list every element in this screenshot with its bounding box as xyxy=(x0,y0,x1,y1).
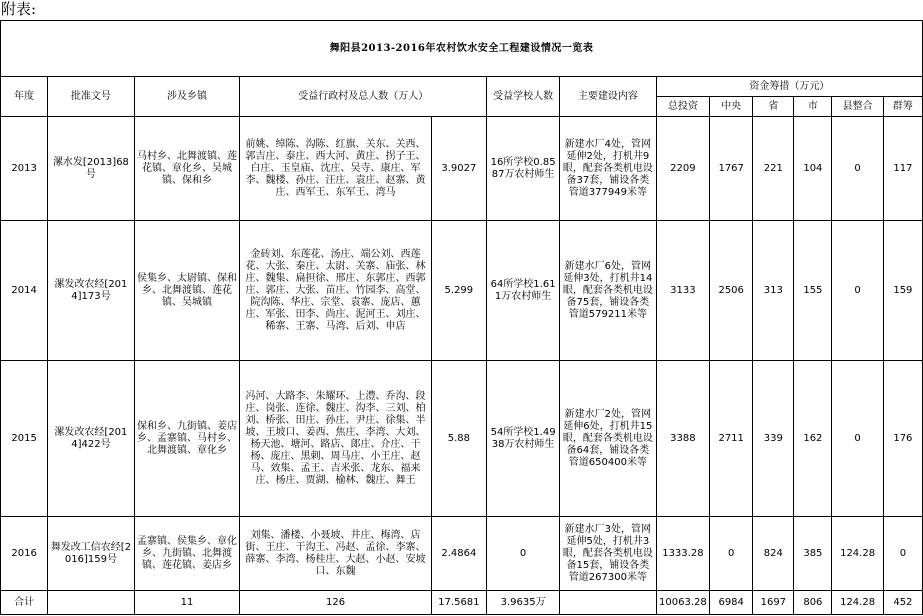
cell-province: 221 xyxy=(753,117,794,221)
header-year: 年度 xyxy=(1,77,48,117)
cell-masses: 159 xyxy=(883,221,922,361)
cell-towns: 孟寨镇、侯集乡、章化乡、九街镇、北舞渡镇、莲花镇、姜店乡 xyxy=(134,517,240,591)
cell-year: 2016 xyxy=(1,517,48,591)
cell-city: 162 xyxy=(794,361,832,517)
attachment-caption: 附表: xyxy=(1,0,37,18)
cell-total-investment: 2209 xyxy=(656,117,709,221)
cell-total-province: 1697 xyxy=(753,591,794,615)
cell-province: 824 xyxy=(753,517,794,591)
cell-year: 2013 xyxy=(1,117,48,221)
cell-total-label: 合计 xyxy=(1,591,48,615)
table-row xyxy=(1,517,923,591)
cell-central: 0 xyxy=(710,517,753,591)
cell-people: 5.299 xyxy=(431,221,486,361)
cell-towns: 侯集乡、太尉镇、保和乡、北舞渡镇、莲花镇、吴城镇 xyxy=(134,221,240,361)
cell-total-people: 17.5681 xyxy=(431,591,486,615)
header-towns: 涉及乡镇 xyxy=(134,77,240,117)
cell-content: 新建水厂2处，管网延伸6处，打机井15眼，配套各类机电设备64套，铺设各类管道650400米等 xyxy=(560,361,657,517)
cell-county: 0 xyxy=(832,117,883,221)
header-row-1 xyxy=(1,77,923,97)
cell-total-investment-sum: 10063.28 xyxy=(656,591,709,615)
cell-schools: 54所学校1.4938万农村师生 xyxy=(487,361,560,517)
cell-total-towns: 11 xyxy=(134,591,240,615)
cell-total-villages: 126 xyxy=(240,591,431,615)
cell-total-schools: 3.9635万 xyxy=(487,591,560,615)
cell-central: 1767 xyxy=(710,117,753,221)
table-row xyxy=(1,117,923,221)
cell-year: 2014 xyxy=(1,221,48,361)
cell-towns: 保和乡、九街镇、姜店乡、孟寨镇、马村乡、北舞渡镇、章化乡 xyxy=(134,361,240,517)
cell-content: 新建水厂3处，管网延伸5处，打机井3眼，配套各类机电设备15套，铺设各类管道267300米等 xyxy=(560,517,657,591)
cell-central: 2506 xyxy=(710,221,753,361)
cell-total-investment: 3388 xyxy=(656,361,709,517)
cell-central: 2711 xyxy=(710,361,753,517)
cell-schools: 64所学校1.611万农村师生 xyxy=(487,221,560,361)
cell-content: 新建水厂6处，管网延伸3处，打机井14眼，配套各类机电设备75套，铺设各类管道579211米等 xyxy=(560,221,657,361)
cell-total-investment: 3133 xyxy=(656,221,709,361)
cell-province: 313 xyxy=(753,221,794,361)
header-funding: 资金筹措（万元） xyxy=(656,77,922,97)
cell-approval-doc: 舞发改工信农经[2016]159号 xyxy=(48,517,134,591)
header-approval-doc: 批准文号 xyxy=(48,77,134,117)
cell-city: 385 xyxy=(794,517,832,591)
water-project-table xyxy=(0,20,923,615)
cell-total-doc xyxy=(48,591,134,615)
table-row xyxy=(1,221,923,361)
header-content: 主要建设内容 xyxy=(560,77,657,117)
cell-approval-doc: 漯水发[2013]68号 xyxy=(48,117,134,221)
cell-total-content xyxy=(560,591,657,615)
cell-villages: 前姚、绰陈、沟陈、红旗、关东、关西、郭吉庄、泰庄、西大河、黄庄、拐子王、白庄、玉皇庙、沈庄、吴寺、康庄、军李、魏楼、孙庄、汪庄、袁庄、赵寨、黄庄、西军王、东军王、湾马 xyxy=(240,117,431,221)
cell-villages: 金砖刘、东莲花、汤庄、端公刘、西莲花、大张、秦庄、太尉、关寨、庙张、林庄、魏集、扁担徐、邢庄、东郭庄、西郭庄、郭庄、大张、苗庄、竹园李、高堂、院沟陈、华庄、宗堂、袁寨、庞店、蕙庄、军张、田李、尚庄、泥河王、刘庄、稀寨、王寨、马湾、后刘、申店 xyxy=(240,221,431,361)
header-central: 中央 xyxy=(710,97,753,117)
header-province: 省 xyxy=(753,97,794,117)
cell-total-central: 6984 xyxy=(710,591,753,615)
header-masses: 群筹 xyxy=(883,97,922,117)
cell-masses: 0 xyxy=(883,517,922,591)
totals-row xyxy=(1,591,923,615)
cell-city: 104 xyxy=(794,117,832,221)
cell-people: 5.88 xyxy=(431,361,486,517)
header-schools: 受益学校人数 xyxy=(487,77,560,117)
cell-total-masses: 452 xyxy=(883,591,922,615)
header-villages: 受益行政村及总人数（万人） xyxy=(240,77,487,117)
cell-total-city: 806 xyxy=(794,591,832,615)
cell-masses: 117 xyxy=(883,117,922,221)
cell-masses: 176 xyxy=(883,361,922,517)
cell-approval-doc: 漯发改农经[2014]173号 xyxy=(48,221,134,361)
cell-total-county: 124.28 xyxy=(832,591,883,615)
cell-schools: 0 xyxy=(487,517,560,591)
cell-schools: 16所学校0.8587万农村师生 xyxy=(487,117,560,221)
header-total-investment: 总投资 xyxy=(656,97,709,117)
cell-city: 155 xyxy=(794,221,832,361)
table-title: 舞阳县2013-2016年农村饮水安全工程建设情况一览表 xyxy=(1,21,923,77)
header-city: 市 xyxy=(794,97,832,117)
cell-total-investment: 1333.28 xyxy=(656,517,709,591)
title-row xyxy=(1,21,923,77)
cell-year: 2015 xyxy=(1,361,48,517)
cell-people: 3.9027 xyxy=(431,117,486,221)
cell-villages: 冯河、大路李、朱耀环、上澧、乔沟、段庄、岗张、连徐、魏庄、沟李、三刘、柏刘、桥张、田庄、孙庄、尹庄、徐集、半坡、王坡口、姜西、焦庄、李湾、大刘、杨天池、塘河、路店、郎庄、介庄、干杨、庞庄、黑刺、周马庄、小王庄、赵马、效集、孟王、吉米张、龙东、福来庄、杨庄、贾湖、榆林、魏庄、舞王 xyxy=(240,361,431,517)
cell-county: 0 xyxy=(832,361,883,517)
cell-county: 0 xyxy=(832,221,883,361)
cell-county: 124.28 xyxy=(832,517,883,591)
cell-villages: 刘集、潘楼、小聂坡、井庄、梅湾、店街、王庄、干沟王、冯赵、孟徐、李寨、薛寨、李湾、杨桂庄、大赵、小赵、安坡口、东魏 xyxy=(240,517,431,591)
cell-people: 2.4864 xyxy=(431,517,486,591)
cell-towns: 马村乡、北舞渡镇、莲花镇、章化乡、吴城镇、保和乡 xyxy=(134,117,240,221)
cell-province: 339 xyxy=(753,361,794,517)
cell-content: 新建水厂4处，管网延伸2处，打机井9眼，配套各类机电设备37套，铺设各类管道377949米等 xyxy=(560,117,657,221)
table-row xyxy=(1,361,923,517)
header-county: 县整合 xyxy=(832,97,883,117)
cell-approval-doc: 漯发改农经[2014]422号 xyxy=(48,361,134,517)
